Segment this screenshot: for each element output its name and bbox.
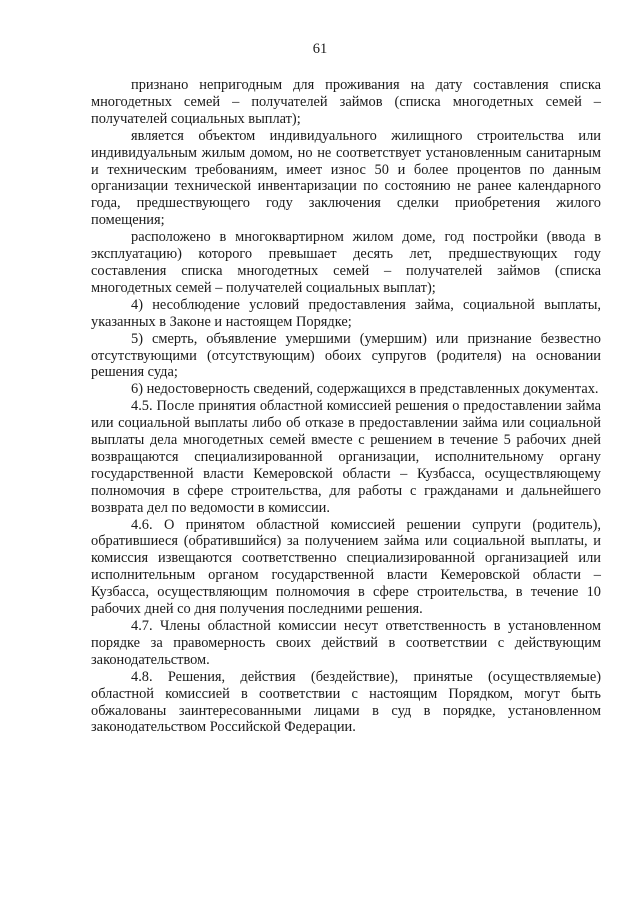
paragraph-individual-housing: является объектом индивидуального жилищного строительства или индивидуальным жилым домом, но не соответствует установленным санитарным и техническим требованиям, имеет износ 50 и более процентов по данным организации технической инвентаризации по состоянию не ранее календарного года, предшествующего году заключения сделки приобретения жилого помещения; (91, 127, 601, 229)
paragraph-section-4-8: 4.8. Решения, действия (бездействие), принятые (осуществляемые) областной комиссией в соответствии с настоящим Порядком, могут быть обжалованы заинтересованными лицами в суд в порядке, установленном законодательством Российской Федерации. (91, 668, 601, 736)
paragraph-section-4-5: 4.5. После принятия областной комиссией решения о предоставлении займа или социальной выплаты либо об отказе в предоставлении займа или социальной выплаты дела многодетных семей вместе с решением в течение 5 рабочих дней возвращаются специализированной организации, исполнительному органу государственной власти Кемеровской области – Кузбасса, осуществляющему полномочия в сфере строительства, для работы с гражданами и дальнейшего возврата дел по ведомости в комиссии. (91, 398, 601, 516)
paragraph-section-4-7: 4.7. Члены областной комиссии несут ответственность в установленном порядке за правомерность своих действий в соответствии с действующим законодательством. (91, 618, 601, 668)
paragraph-section-4-6: 4.6. О принятом областной комиссией решении супруги (родитель), обратившиеся (обратившийся) за получением займа или социальной выплаты, и комиссия извещаются соответственно специализированной организацией или исполнительным органом государственной власти Кемеровской области – Кузбасса, осуществляющим полномочия в сфере строительства, в течение 10 рабочих дней со дня получения последними решения. (91, 516, 601, 618)
paragraph-unfit-housing: признано непригодным для проживания на дату составления списка многодетных семей – получателей займов (списка многодетных семей – получателей социальных выплат); (91, 77, 601, 127)
paragraph-item-5: 5) смерть, объявление умершими (умершим) или признание безвестно отсутствующими (отсутствующим) обоих супругов (родителя) на основании решения суда; (91, 330, 601, 381)
document-body (91, 77, 601, 736)
paragraph-item-6: 6) недостоверность сведений, содержащихся в представленных документах. (131, 381, 599, 398)
page-number: 61 (312, 41, 328, 57)
paragraph-item-4: 4) несоблюдение условий предоставления займа, социальной выплаты, указанных в Законе и настоящем Порядке; (91, 296, 601, 330)
paragraph-apartment-building: расположено в многоквартирном жилом доме, год постройки (ввода в эксплуатацию) которого превышает десять лет, предшествующих году составления списка многодетных семей – получателей займов (списка многодетных семей – получателей социальных выплат); (91, 229, 601, 296)
